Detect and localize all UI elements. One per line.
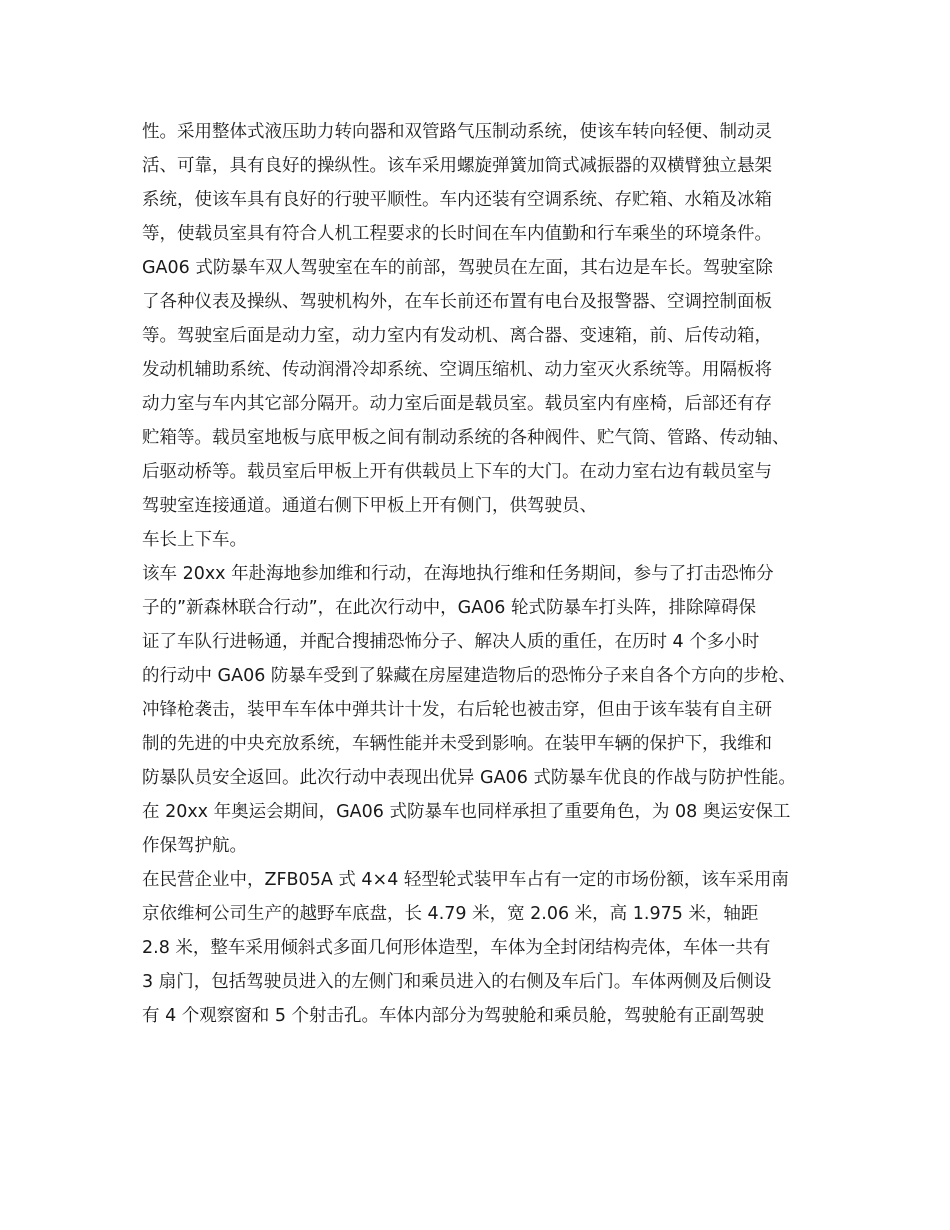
- text-line: 性。采用整体式液压助力转向器和双管路气压制动系统，使该车转向轻便、制动灵: [142, 122, 772, 142]
- text-line: 证了车队行进畅通，并配合搜捕恐怖分子、解决人质的重任，在历时 4 个多小时: [142, 632, 760, 652]
- text-line: 发动机辅助系统、传动润滑冷却系统、空调压缩机、动力室灭火系统等。用隔板将: [142, 360, 772, 380]
- text-line: 子的”新森林联合行动”，在此次行动中，GA06 轮式防暴车打头阵，排除障碍保: [142, 598, 756, 618]
- text-line: 贮箱等。载员室地板与底甲板之间有制动系统的各种阀件、贮气筒、管路、传动轴、: [142, 428, 790, 448]
- text-line: 等。驾驶室后面是动力室，动力室内有发动机、离合器、变速箱，前、后传动箱，: [142, 326, 772, 346]
- text-line: 该车 20xx 年赴海地参加维和行动，在海地执行维和任务期间，参与了打击恐怖分: [142, 564, 774, 584]
- text-line: 2.8 米，整车采用倾斜式多面几何形体造型，车体为全封闭结构壳体，车体一共有: [142, 938, 771, 958]
- text-line: 作保驾护航。: [142, 836, 247, 856]
- text-line: 冲锋枪袭击，装甲车车体中弹共计十发，右后轮也被击穿，但由于该车装有自主研: [142, 700, 772, 720]
- text-line: 在 20xx 年奥运会期间，GA06 式防暴车也同样承担了重要角色，为 08 奥运安保工: [142, 802, 791, 822]
- text-line: 了各种仪表及操纵、驾驶机构外，在车长前还布置有电台及报警器、空调控制面板: [142, 292, 772, 312]
- text-line: 的行动中 GA06 防暴车受到了躲藏在房屋建造物后的恐怖分子来自各个方向的步枪、: [142, 666, 796, 686]
- text-line: GA06 式防暴车双人驾驶室在车的前部，驾驶员在左面，其右边是车长。驾驶室除: [142, 258, 773, 278]
- text-line: 3 扇门，包括驾驶员进入的左侧门和乘员进入的右侧及车后门。车体两侧及后侧设: [142, 972, 772, 992]
- text-line: 活、可靠，具有良好的操纵性。该车采用螺旋弹簧加筒式减振器的双横臂独立悬架: [142, 156, 772, 176]
- text-line: 防暴队员安全返回。此次行动中表现出优异 GA06 式防暴车优良的作战与防护性能。: [142, 768, 796, 788]
- text-line: 后驱动桥等。载员室后甲板上开有供载员上下车的大门。在动力室右边有载员室与: [142, 462, 772, 482]
- text-line: 驾驶室连接通道。通道右侧下甲板上开有侧门，供驾驶员、: [142, 496, 597, 516]
- text-line: 动力室与车内其它部分隔开。动力室后面是载员室。载员室内有座椅，后部还有存: [142, 394, 772, 414]
- document-body: [142, 115, 832, 1033]
- text-line: 京依维柯公司生产的越野车底盘，长 4.79 米，宽 2.06 米，高 1.975 米，轴距: [142, 904, 759, 924]
- text-line: 有 4 个观察窗和 5 个射击孔。车体内部分为驾驶舱和乘员舱，驾驶舱有正副驾驶: [142, 1006, 765, 1026]
- text-line: 等，使载员室具有符合人机工程要求的长时间在车内值勤和行车乘坐的环境条件。: [142, 224, 772, 244]
- text-line: 在民营企业中，ZFB05A 式 4×4 轻型轮式装甲车占有一定的市场份额，该车采用南: [142, 870, 789, 890]
- text-line: 车长上下车。: [142, 530, 247, 550]
- text-line: 制的先进的中央充放系统，车辆性能并未受到影响。在装甲车辆的保护下，我维和: [142, 734, 772, 754]
- text-line: 系统，使该车具有良好的行驶平顺性。车内还装有空调系统、存贮箱、水箱及冰箱: [142, 190, 772, 210]
